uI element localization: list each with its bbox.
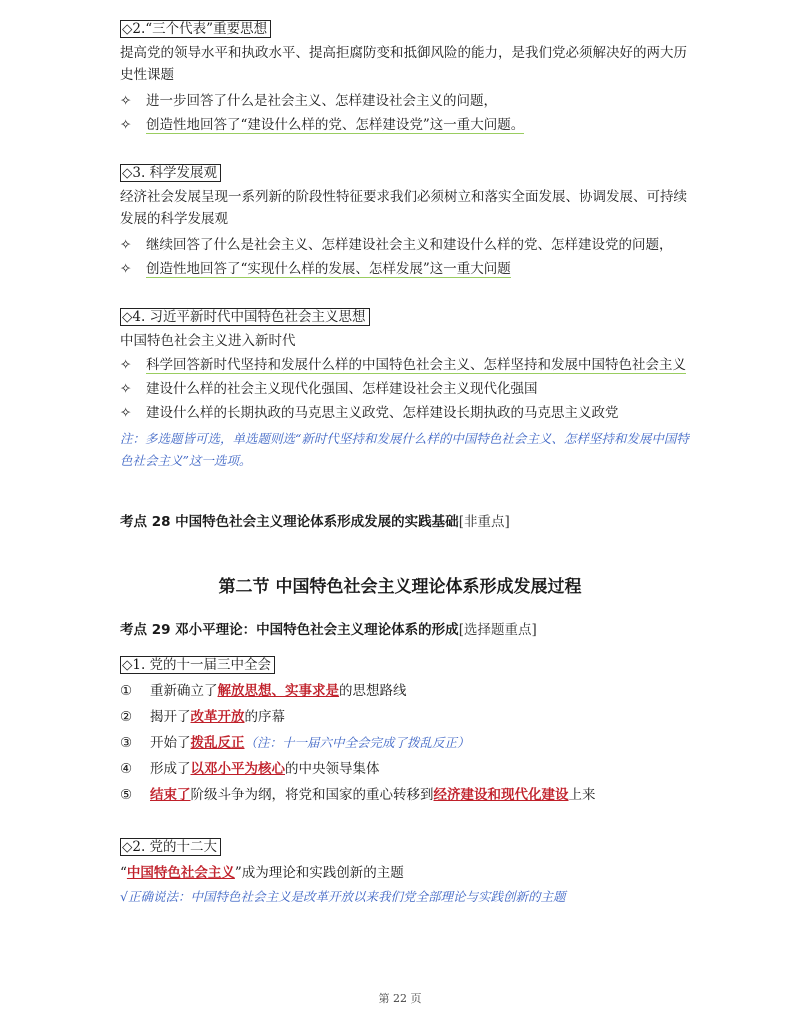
key-point-29-heading: 考点 29 邓小平理论：中国特色社会主义理论体系的形成[选择题重点] [120, 622, 537, 638]
section-4-title: ◇4. 习近平新时代中国特色社会主义思想 [120, 306, 370, 328]
sparkle-icon: ✧ [120, 237, 132, 253]
key-point-28-heading: 考点 28 中国特色社会主义理论体系形成发展的实践基础[非重点] [120, 514, 510, 530]
sub-1-item: ④ 形成了以邓小平为核心的中央领导集体 [120, 761, 380, 777]
section-3-intro: 经济社会发展呈现一系列新的阶段性特征要求我们必须树立和落实全面发展、协调发展、可持续发展的科学发展观 [120, 189, 687, 227]
section-title: 第二节 中国特色社会主义理论体系形成发展过程 [218, 577, 582, 597]
sparkle-icon: ✧ [120, 357, 132, 373]
sparkle-icon: ✧ [120, 381, 132, 397]
section-4-item: ✧ 建设什么样的社会主义现代化强国、怎样建设社会主义现代化强国 [120, 378, 538, 400]
section-3-item: ✧ 继续回答了什么是社会主义、怎样建设社会主义和建设什么样的党、怎样建设党的问题， [120, 234, 673, 256]
sub-1-item: ② 揭开了改革开放的序幕 [120, 709, 285, 725]
sparkle-icon: ✧ [120, 261, 132, 277]
sub-2-title: ◇2. 党的十二大 [120, 836, 221, 858]
sub-2-statement: “中国特色社会主义”成为理论和实践创新的主题 [120, 865, 404, 881]
section-2-item: ✧ 进一步回答了什么是社会主义、怎样建设社会主义的问题， [120, 90, 497, 112]
section-2-title: ◇2.“三个代表”重要思想 [120, 18, 271, 40]
section-3-item: ✧ 创造性地回答了“实现什么样的发展、怎样发展”这一重大问题 [120, 258, 511, 280]
section-2-intro: 提高党的领导水平和执政水平、提高拒腐防变和抵御风险的能力，是我们党必须解决好的两大历史性课题 [120, 45, 687, 83]
sparkle-icon: ✧ [120, 405, 132, 421]
sparkle-icon: ✧ [120, 93, 132, 109]
section-4-note: 注：多选题皆可选，单选题则选“新时代坚持和发展什么样的中国特色社会主义、怎样坚持和发展中国特色社会主义”这一选项。 [120, 431, 689, 468]
section-3-title: ◇3. 科学发展观 [120, 162, 221, 184]
sub-2-note: √正确说法：中国特色社会主义是改革开放以来我们党全部理论与实践创新的主题 [120, 889, 566, 904]
page-number: 第 22 页 [378, 992, 422, 1005]
sparkle-icon: ✧ [120, 117, 132, 133]
section-2-item: ✧ 创造性地回答了“建设什么样的党、怎样建设党”这一重大问题。 [120, 114, 524, 136]
sub-1-item: ① 重新确立了解放思想、实事求是的思想路线 [120, 683, 407, 699]
sub-1-item: ⑤ 结束了阶级斗争为纲，将党和国家的重心转移到经济建设和现代化建设上来 [120, 787, 596, 803]
sub-1-title: ◇1. 党的十一届三中全会 [120, 654, 275, 676]
section-4-item: ✧ 科学回答新时代坚持和发展什么样的中国特色社会主义、怎样坚持和发展中国特色社会主义 [120, 354, 686, 376]
section-4-item: ✧ 建设什么样的长期执政的马克思主义政党、怎样建设长期执政的马克思主义政党 [120, 402, 619, 424]
section-4-intro: 中国特色社会主义进入新时代 [120, 333, 296, 349]
sub-1-item: ③ 开始了拨乱反正（注：十一届六中全会完成了拨乱反正） [120, 735, 470, 751]
